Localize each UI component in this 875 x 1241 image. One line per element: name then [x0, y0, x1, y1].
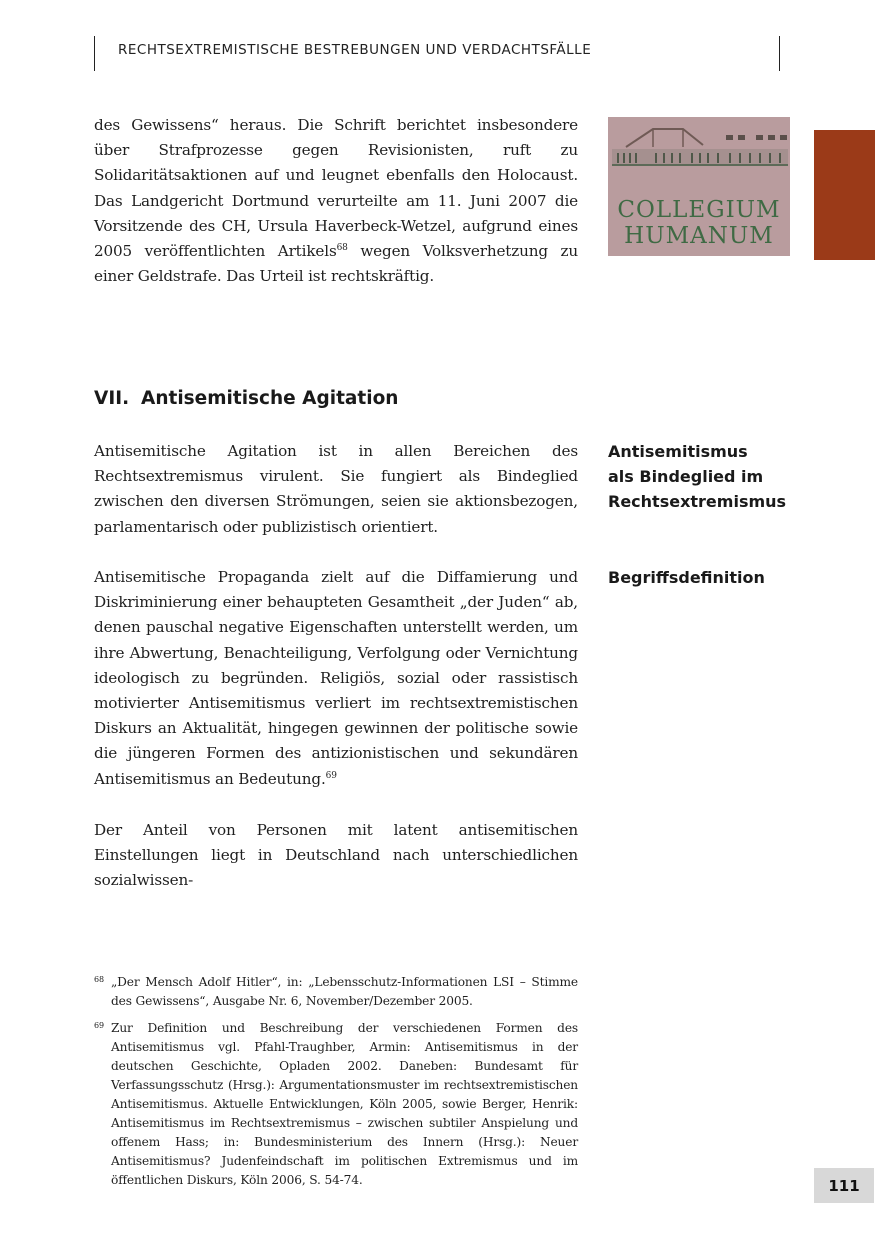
page-number: 111 — [814, 1168, 874, 1203]
margin-note-antisemitismus — [608, 439, 808, 514]
header-rule-right — [779, 36, 780, 71]
logo-text-line2: HUMANUM — [624, 223, 774, 249]
footnote-text: Zur Definition und Beschreibung der verschiedenen Formen des Antisemitismus vgl. Pfahl-Traughber, Armin: Antisemitismus in der deutschen Geschichte, Opladen 2002. Daneben: Bundesamt für Verfassungsschutz (Hrsg.): Argumentationsmuster im rechtsextremistischen Antisemitismus. Aktuelle Entwicklungen, Köln 2005, sowie Berger, Henrik: Antisemitismus im Rechtsextremismus – zwischen subtiler Anspielung und offenem Hass; in: Bundesministerium des Innern (Hrsg.): Neuer Antisemitismus? Judenfeindschaft im politischen Extremismus und im öffentlichen Diskurs, Köln 2006, S. 54-74. — [111, 1021, 578, 1187]
intro-text-end: wegen Volksverhetzung zu einer Geldstrafe. Das Urteil ist rechtskräftig. — [94, 242, 578, 286]
footnote-68 — [94, 973, 578, 1011]
paragraph-3 — [94, 818, 578, 894]
footnote-mark: 68 — [94, 975, 104, 984]
intro-paragraph — [94, 113, 578, 289]
margin-note-begriffsdefinition — [608, 565, 808, 590]
footnote-ref-68[interactable]: 68 — [336, 242, 348, 253]
collegium-humanum-logo — [608, 117, 790, 256]
section-heading — [94, 388, 398, 409]
paragraph-1-text: Antisemitische Agitation ist in allen Bereichen des Rechtsextremismus virulent. Sie fungiert als Bindeglied zwischen den diversen Strömungen, seien sie aktionsbezogen, parlamentarisch oder publizistisch orientiert. — [94, 442, 578, 536]
section-title: Antisemitische Agitation — [141, 388, 399, 409]
margin-note-line: Begriffsdefinition — [608, 568, 765, 587]
running-head: RECHTSEXTREMISTISCHE BESTREBUNGEN UND VERDACHTSFÄLLE — [118, 42, 592, 58]
footnote-text: „Der Mensch Adolf Hitler“, in: „Lebensschutz-Informationen LSI – Stimme des Gewissens“, Ausgabe Nr. 6, November/Dezember 2005. — [111, 975, 578, 1008]
logo-text-line1: COLLEGIUM — [617, 197, 781, 223]
paragraph-2-text: Antisemitische Propaganda zielt auf die Diffamierung und Diskriminierung einer behaupteten Gesamtheit „der Juden“ ab, denen pauschal negative Eigenschaften unterstellt werden, um ihre Abwertung, Benachteiligung, Verfolgung oder Vernichtung ideologisch zu begründen. Religiös, sozial oder rassistisch motivierter Antisemitismus verliert im rechtsextremistischen Diskurs an Aktualität, hingegen gewinnen der politische sowie die jüngeren Formen des antizionistischen und sekundären Antisemitismus an Bedeutung. — [94, 568, 578, 788]
footnote-69 — [94, 1019, 578, 1190]
footnotes — [94, 973, 578, 1198]
paragraph-1 — [94, 439, 578, 540]
margin-note-line: Antisemitismus — [608, 442, 748, 461]
paragraph-3-text: Der Anteil von Personen mit latent antisemitischen Einstellungen liegt in Deutschland nach unterschiedlichen sozialwissen- — [94, 821, 578, 890]
margin-note-line: Rechtsextremismus — [608, 492, 787, 511]
margin-note-line: als Bindeglied im — [608, 467, 764, 486]
paragraph-2 — [94, 565, 578, 792]
chapter-side-tab — [814, 130, 875, 260]
section-number: VII. — [94, 388, 130, 409]
footnote-mark: 69 — [94, 1021, 104, 1030]
footnote-ref-69[interactable]: 69 — [325, 770, 337, 781]
intro-text: des Gewissens“ heraus. Die Schrift berichtet insbesondere über Strafprozesse gegen Revisionisten, ruft zu Solidaritätsaktionen auf und leugnet ebenfalls den Holocaust. Das Landgericht Dortmund verurteilte am 11. Juni 2007 die Vorsitzende des CH, Ursula Haverbeck-Wetzel, aufgrund eines 2005 veröffentlichten Artikels — [94, 116, 578, 261]
header-rule-left — [94, 36, 95, 71]
